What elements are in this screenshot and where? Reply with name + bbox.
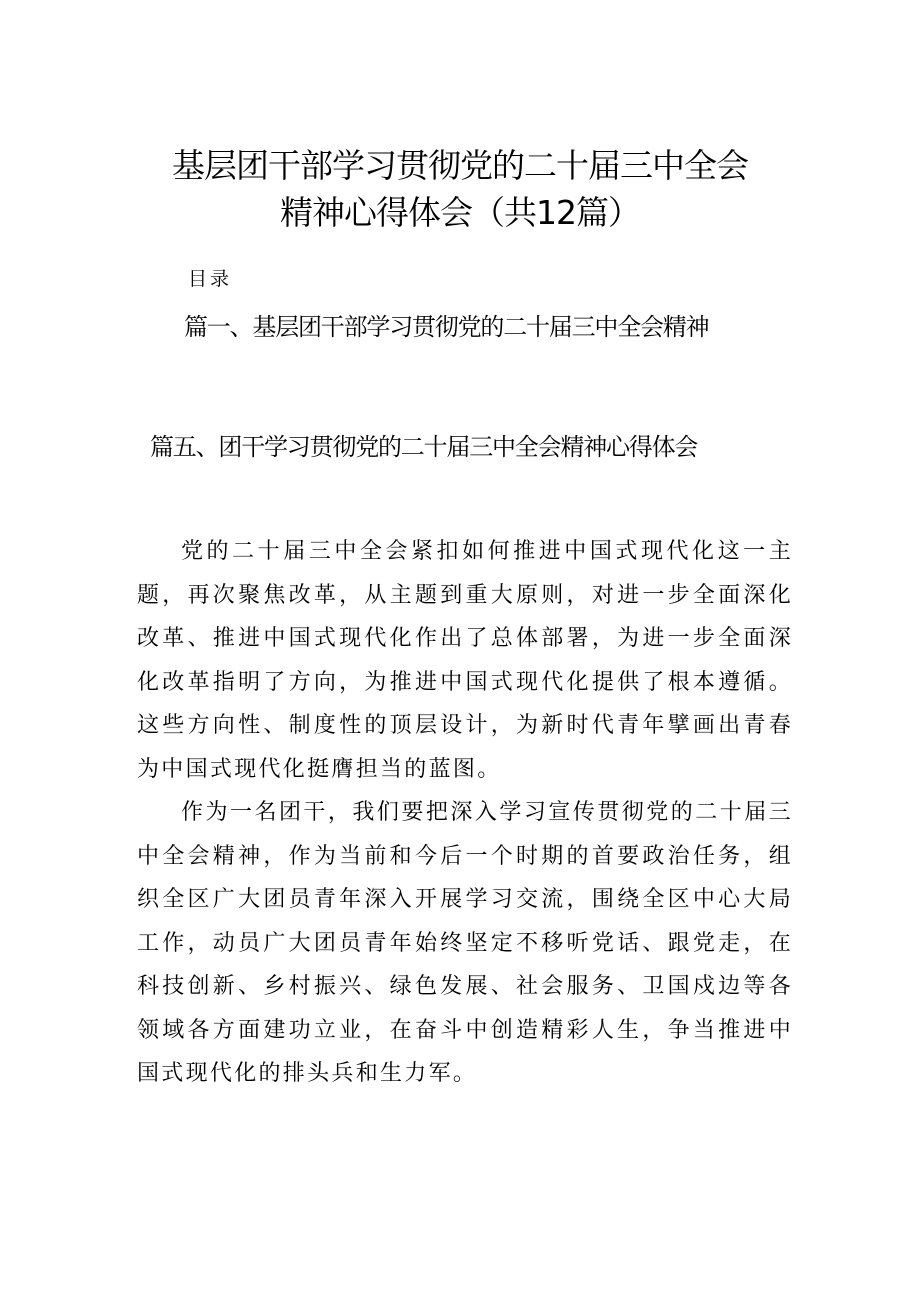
toc-label: 目录 xyxy=(188,268,233,290)
body-paragraph-1: 党的二十届三中全会紧扣如何推进中国式现代化这一主题，再次聚焦改革，从主题到重大原则，对进一步全面深化改革、推进中国式现代化作出了总体部署，为进一步全面深化改革指明了方向，为推进中国式现代化提供了根本遵循。这些方向性、制度性的顶层设计，为新时代青年擘画出青春为中国式现代化挺膺担当的蓝图。 xyxy=(137,539,793,782)
document-title-line-2: 精神心得体会（共12篇） xyxy=(280,193,640,232)
toc-item-chapter-5: 篇五、团干学习贯彻党的二十届三中全会精神心得体会 xyxy=(150,433,698,461)
body-text xyxy=(137,530,793,1096)
body-paragraph-2: 作为一名团干，我们要把深入学习宣传贯彻党的二十届三中全会精神，作为当前和今后一个时期的首要政治任务，组织全区广大团员青年深入开展学习交流，围绕全区中心大局工作，动员广大团员青年始终坚定不移听党话、跟党走，在科技创新、乡村振兴、绿色发展、社会服务、卫国戍边等各领域各方面建功立业，在奋斗中创造精彩人生，争当推进中国式现代化的排头兵和生力军。 xyxy=(137,800,793,1086)
toc-item-chapter-1: 篇一、基层团干部学习贯彻党的二十届三中全会精神 xyxy=(184,313,709,341)
document-title-line-1: 基层团干部学习贯彻党的二十届三中全会 xyxy=(172,146,748,185)
